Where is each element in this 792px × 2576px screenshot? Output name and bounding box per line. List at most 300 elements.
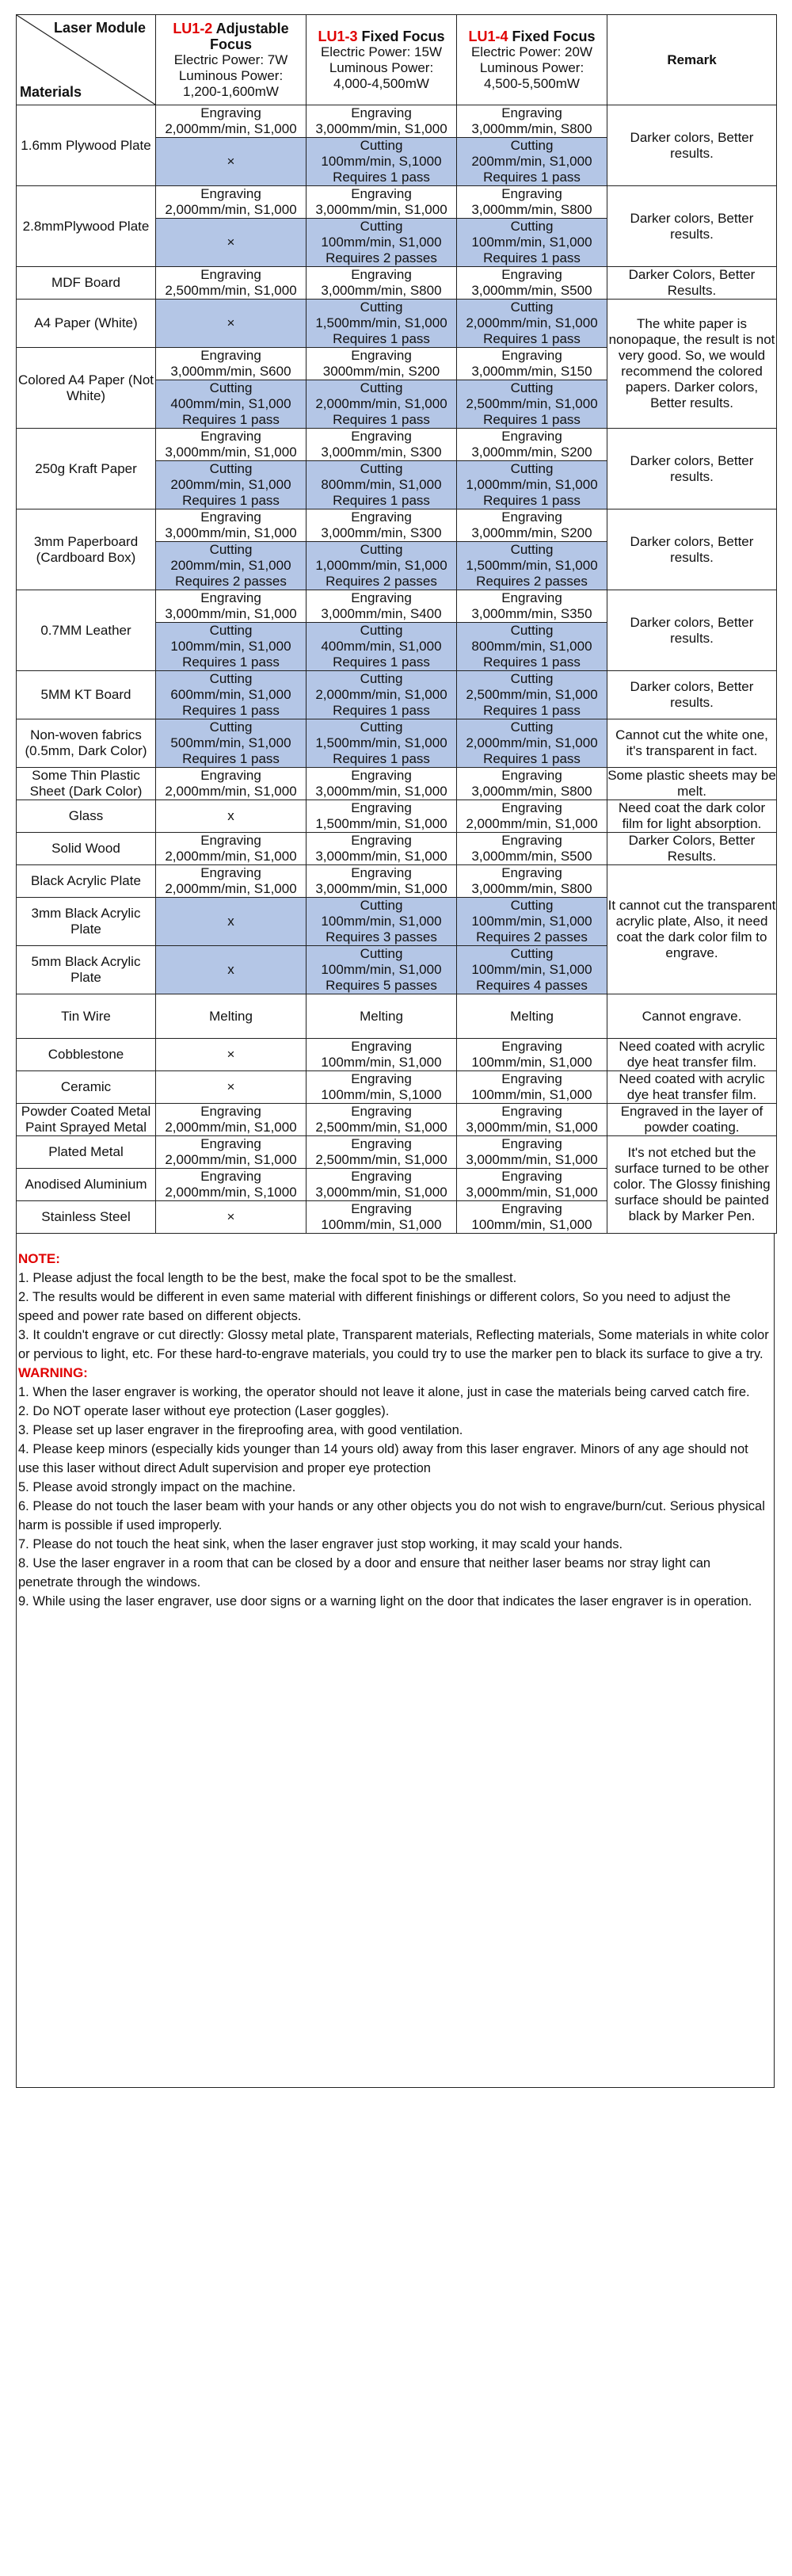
setting-line: Requires 1 pass	[182, 751, 280, 766]
setting-line: Requires 1 pass	[182, 493, 280, 508]
note-item: 3. It couldn't engrave or cut directly: Glossy metal plate, Transparent materials, Reflecting materials, Some materials in white color or pervious to light, etc. For these hard-to-engrave materials, you could try to use the marker pen to black its surface to give a try.	[18, 1328, 769, 1361]
setting-line: 2,000mm/min, S1,000	[315, 396, 447, 411]
setting-line: Engraving	[351, 105, 412, 120]
setting-line: Requires 1 pass	[483, 493, 581, 508]
material-row	[17, 768, 777, 800]
cutting-setting-cell	[457, 671, 607, 719]
material-name: 5mm Black Acrylic Plate	[17, 946, 156, 994]
setting-line: 400mm/min, S1,000	[321, 639, 442, 654]
cutting-setting-cell	[457, 542, 607, 590]
engraving-setting-cell	[457, 429, 607, 461]
setting-line: Engraving	[501, 267, 562, 282]
setting-line: ×	[227, 1209, 235, 1224]
setting-line: Requires 1 pass	[182, 654, 280, 670]
warning-item: 7. Please do not touch the heat sink, when the laser engraver just stop working, it may scald your hands.	[18, 1537, 623, 1551]
setting-line: Engraving	[200, 1169, 261, 1184]
engraving-setting-cell	[307, 865, 457, 898]
setting-line: 3,000mm/min, S1,000	[466, 1185, 598, 1200]
setting-line: Engraving	[501, 1039, 562, 1054]
cutting-setting-cell	[307, 138, 457, 186]
cutting-setting-cell	[457, 623, 607, 671]
setting-line: 3,000mm/min, S800	[471, 881, 592, 896]
setting-line: 100mm/min, S1,000	[471, 1217, 592, 1232]
setting-line: 3,000mm/min, S1,000	[165, 445, 297, 460]
setting-line: 100mm/min, S,1000	[321, 154, 442, 169]
remark-cell: Cannot cut the white one, it's transparent in fact.	[607, 719, 777, 768]
setting-line: Requires 1 pass	[333, 493, 430, 508]
engraving-setting-cell	[156, 267, 307, 300]
setting-line: Melting	[209, 1008, 253, 1024]
material-name: Plated Metal	[17, 1136, 156, 1169]
table-header-row	[17, 15, 777, 105]
engraving-setting-cell	[457, 590, 607, 623]
module-header-lu1-3	[307, 15, 457, 105]
remark-cell: Darker colors, Better results.	[607, 671, 777, 719]
cutting-setting-cell	[307, 380, 457, 429]
setting-line: Cutting	[209, 671, 253, 686]
setting-line: Engraving	[351, 768, 412, 783]
setting-line: 100mm/min, S1,000	[321, 1055, 442, 1070]
engraving-setting-cell	[307, 1201, 457, 1234]
material-row	[17, 186, 777, 219]
remark-cell: The white paper is nonopaque, the result is not very good. So, we would recommend the colored papers. Darker colors, Better results.	[607, 300, 777, 429]
setting-line: Engraving	[351, 1039, 412, 1054]
material-name: Black Acrylic Plate	[17, 865, 156, 898]
cutting-setting-cell	[457, 946, 607, 994]
warning-item: 4. Please keep minors (especially kids younger than 14 yours old) away from this laser engraver. Minors of any age should not use this laser without direct Adult supervision and proper eye protection	[18, 1442, 748, 1475]
remark-cell: Darker Colors, Better Results.	[607, 833, 777, 865]
setting-line: Requires 1 pass	[483, 654, 581, 670]
material-row	[17, 429, 777, 461]
module-header-lu1-2	[156, 15, 307, 105]
setting-line: Engraving	[200, 186, 261, 201]
engraving-setting-cell	[457, 768, 607, 800]
setting-line: 3,000mm/min, S1,000	[315, 881, 447, 896]
module-luminous-label: Luminous Power:	[329, 59, 434, 75]
setting-line: 100mm/min, S1,000	[321, 1217, 442, 1232]
setting-line: Engraving	[200, 1136, 261, 1151]
cutting-setting-cell	[457, 138, 607, 186]
setting-line: Engraving	[351, 429, 412, 444]
setting-line: Requires 1 pass	[333, 412, 430, 427]
setting-line: Engraving	[200, 429, 261, 444]
setting-line: 1,000mm/min, S1,000	[466, 477, 598, 492]
setting-line: 100mm/min, S1,000	[471, 235, 592, 250]
setting-line: Engraving	[351, 1169, 412, 1184]
setting-line: Engraving	[501, 865, 562, 880]
setting-line: 3,000mm/min, S500	[471, 849, 592, 864]
cutting-setting-cell	[457, 300, 607, 348]
engraving-setting-cell	[457, 1104, 607, 1136]
setting-line: 3,000mm/min, S300	[321, 445, 442, 460]
setting-line: 1,500mm/min, S1,000	[315, 816, 447, 831]
setting-line: 3,000mm/min, S1,000	[315, 1185, 447, 1200]
material-name: 3mm Black Acrylic Plate	[17, 898, 156, 946]
setting-line: Melting	[360, 1008, 403, 1024]
remark-cell: Some plastic sheets may be melt.	[607, 768, 776, 799]
setting-line: Engraving	[351, 1071, 412, 1086]
setting-line: 3,000mm/min, S600	[170, 364, 291, 379]
setting-line: ×	[227, 1079, 235, 1094]
material-row	[17, 105, 777, 138]
setting-line: Engraving	[501, 1071, 562, 1086]
engraving-setting-cell	[307, 509, 457, 542]
module-electric-power: Electric Power: 7W	[173, 52, 288, 67]
cutting-setting-cell	[307, 623, 457, 671]
warning-heading: WARNING:	[18, 1365, 88, 1380]
engraving-setting-cell	[307, 1071, 457, 1104]
setting-line: 1,500mm/min, S1,000	[315, 315, 447, 330]
remark-cell: It cannot cut the transparent acrylic plate, Also, it need coat the dark color film to engrave.	[607, 865, 777, 994]
setting-line: 3,000mm/min, S1,000	[165, 606, 297, 621]
engraving-setting-cell	[156, 865, 307, 898]
notes-section	[16, 1234, 775, 2088]
cutting-setting-cell	[156, 138, 307, 186]
module-code: LU1-4	[468, 28, 508, 44]
setting-line: 3,000mm/min, S800	[471, 784, 592, 799]
setting-line: Melting	[510, 1008, 554, 1024]
setting-line: Engraving	[501, 800, 562, 815]
remark-cell: Need coated with acrylic dye heat transfer film.	[607, 1071, 777, 1104]
setting-line: Requires 1 pass	[333, 751, 430, 766]
setting-line: Engraving	[351, 1104, 412, 1119]
material-settings-table	[16, 14, 777, 1234]
setting-line: Engraving	[501, 590, 562, 605]
setting-line: Cutting	[510, 219, 554, 234]
cutting-setting-cell	[156, 461, 307, 509]
setting-line: x	[227, 808, 234, 823]
setting-line: 3000mm/min, S200	[322, 364, 440, 379]
setting-line: Cutting	[510, 380, 554, 395]
engraving-setting-cell	[457, 105, 607, 138]
setting-line: 3,000mm/min, S1,000	[315, 121, 447, 136]
setting-line: 1,000mm/min, S1,000	[315, 558, 447, 573]
note-item: 2. The results would be different in even same material with different finishings or different colors, So you need to adjust the speed and power rate based on different objects.	[18, 1290, 731, 1323]
setting-line: x	[227, 962, 234, 977]
setting-line: 3,000mm/min, S1,000	[165, 525, 297, 540]
remark-cell: Darker colors, Better results.	[607, 105, 777, 186]
material-name: 1.6mm Plywood Plate	[17, 105, 156, 186]
setting-line: Requires 5 passes	[326, 978, 437, 993]
material-name: Colored A4 Paper (Not White)	[17, 348, 156, 429]
setting-line: Engraving	[501, 429, 562, 444]
setting-line: 3,000mm/min, S1,000	[315, 849, 447, 864]
module-focus-type: Adjustable Focus	[209, 20, 289, 52]
setting-line: 2,000mm/min, S1,000	[165, 121, 297, 136]
engraving-setting-cell	[307, 429, 457, 461]
setting-line: 200mm/min, S1,000	[471, 154, 592, 169]
setting-line: 200mm/min, S1,000	[170, 558, 291, 573]
setting-line: Requires 1 pass	[483, 751, 581, 766]
setting-line: Cutting	[360, 946, 403, 961]
setting-line: Engraving	[200, 590, 261, 605]
material-row	[17, 590, 777, 623]
cutting-setting-cell	[307, 671, 457, 719]
engraving-setting-cell	[307, 833, 457, 865]
engraving-setting-cell	[457, 186, 607, 219]
setting-line: 3,000mm/min, S800	[471, 202, 592, 217]
setting-line: Cutting	[360, 898, 403, 913]
setting-line: 2,500mm/min, S1,000	[315, 1120, 447, 1135]
setting-line: Cutting	[360, 461, 403, 476]
setting-line: 2,500mm/min, S1,000	[315, 1152, 447, 1167]
warning-item: 5. Please avoid strongly impact on the machine.	[18, 1480, 296, 1494]
setting-line: Engraving	[200, 1104, 261, 1119]
setting-line: 2,000mm/min, S1,000	[315, 687, 447, 702]
material-row	[17, 300, 777, 348]
warning-item: 1. When the laser engraver is working, the operator should not leave it alone, just in case the materials being carved catch fire.	[18, 1385, 750, 1399]
setting-line: 2,500mm/min, S1,000	[165, 283, 297, 298]
engraving-setting-cell	[156, 348, 307, 380]
setting-line: 3,000mm/min, S1,000	[466, 1120, 598, 1135]
setting-line: 100mm/min, S,1000	[321, 1087, 442, 1102]
setting-line: Requires 1 pass	[333, 170, 430, 185]
engraving-setting-cell	[156, 1136, 307, 1169]
setting-line: Cutting	[510, 898, 554, 913]
material-row	[17, 800, 777, 833]
material-name: Some Thin Plastic Sheet (Dark Color)	[17, 768, 156, 800]
remark-cell: Need coated with acrylic dye heat transfer film.	[607, 1039, 777, 1071]
engraving-setting-cell	[457, 994, 607, 1039]
setting-line: Cutting	[510, 461, 554, 476]
material-row	[17, 671, 777, 719]
engraving-setting-cell	[307, 105, 457, 138]
setting-line: 2,000mm/min, S1,000	[165, 1120, 297, 1135]
setting-line: 2,000mm/min, S1,000	[165, 849, 297, 864]
material-row	[17, 994, 777, 1039]
setting-line: Engraving	[501, 1201, 562, 1216]
setting-line: ×	[227, 1047, 235, 1062]
setting-line: 3,000mm/min, S200	[471, 525, 592, 540]
setting-line: Engraving	[351, 1136, 412, 1151]
setting-line: 3,000mm/min, S1,000	[315, 784, 447, 799]
setting-line: Requires 3 passes	[326, 929, 437, 945]
setting-line: 3,000mm/min, S300	[321, 525, 442, 540]
engraving-setting-cell	[156, 833, 307, 865]
engraving-setting-cell	[307, 1039, 457, 1071]
setting-line: 100mm/min, S1,000	[170, 639, 291, 654]
cutting-setting-cell	[307, 300, 457, 348]
cutting-setting-cell	[307, 719, 457, 768]
setting-line: 1,500mm/min, S1,000	[466, 558, 598, 573]
remark-cell: Darker colors, Better results.	[607, 509, 777, 590]
material-row	[17, 719, 777, 768]
engraving-setting-cell	[307, 768, 457, 800]
engraving-setting-cell	[457, 1169, 607, 1201]
engraving-setting-cell	[156, 186, 307, 219]
setting-line: Requires 1 pass	[483, 170, 581, 185]
setting-line: Cutting	[209, 542, 253, 557]
material-name: Ceramic	[17, 1071, 156, 1104]
material-row	[17, 865, 777, 898]
setting-line: 3,000mm/min, S1,000	[315, 202, 447, 217]
setting-line: 3,000mm/min, S1,000	[466, 1152, 598, 1167]
material-name: 250g Kraft Paper	[17, 429, 156, 509]
setting-line: 3,000mm/min, S150	[471, 364, 592, 379]
setting-line: Cutting	[209, 380, 253, 395]
setting-line: Engraving	[200, 105, 261, 120]
note-heading: NOTE:	[18, 1251, 60, 1266]
setting-line: Engraving	[351, 833, 412, 848]
setting-line: Cutting	[360, 719, 403, 735]
engraving-setting-cell	[307, 267, 457, 300]
material-row	[17, 1039, 777, 1071]
material-row	[17, 1071, 777, 1104]
setting-line: Engraving	[501, 1136, 562, 1151]
engraving-setting-cell	[156, 1201, 307, 1234]
remark-cell: Darker colors, Better results.	[607, 186, 777, 267]
engraving-setting-cell	[156, 768, 307, 800]
remark-cell: Darker colors, Better results.	[607, 590, 777, 671]
material-row	[17, 1136, 777, 1169]
material-name: 2.8mmPlywood Plate	[17, 186, 156, 267]
cutting-setting-cell	[457, 461, 607, 509]
warning-item: 9. While using the laser engraver, use door signs or a warning light on the door that indicates the laser engraver is in operation.	[18, 1594, 752, 1609]
cutting-setting-cell	[156, 623, 307, 671]
cutting-setting-cell	[457, 380, 607, 429]
setting-line: Engraving	[200, 768, 261, 783]
setting-line: Requires 2 passes	[175, 574, 287, 589]
module-luminous-label: Luminous Power:	[479, 59, 584, 75]
cutting-setting-cell	[307, 542, 457, 590]
engraving-setting-cell	[156, 1169, 307, 1201]
engraving-setting-cell	[457, 1071, 607, 1104]
setting-line: 100mm/min, S1,000	[471, 1055, 592, 1070]
engraving-setting-cell	[307, 348, 457, 380]
cutting-setting-cell	[156, 671, 307, 719]
setting-line: Engraving	[351, 509, 412, 525]
setting-line: Cutting	[510, 542, 554, 557]
setting-line: Engraving	[501, 186, 562, 201]
engraving-setting-cell	[457, 800, 607, 833]
cutting-setting-cell	[156, 898, 307, 946]
setting-line: Requires 1 pass	[182, 703, 280, 718]
engraving-setting-cell	[307, 1104, 457, 1136]
engraving-setting-cell	[457, 1039, 607, 1071]
note-item: 1. Please adjust the focal length to be the best, make the focal spot to be the smallest.	[18, 1271, 517, 1285]
setting-line: 2,000mm/min, S1,000	[165, 881, 297, 896]
module-focus-type: Fixed Focus	[512, 28, 596, 44]
setting-line: x	[227, 914, 234, 929]
module-luminous-power: 4,500-5,500mW	[484, 75, 580, 91]
setting-line: 800mm/min, S1,000	[321, 477, 442, 492]
cutting-setting-cell	[156, 300, 307, 348]
setting-line: 2,000mm/min, S1,000	[165, 202, 297, 217]
setting-line: Engraving	[501, 833, 562, 848]
material-name: Tin Wire	[17, 994, 156, 1039]
setting-line: Engraving	[501, 768, 562, 783]
setting-line: Requires 1 pass	[483, 250, 581, 265]
setting-line: 600mm/min, S1,000	[170, 687, 291, 702]
setting-line: Cutting	[510, 623, 554, 638]
engraving-setting-cell	[156, 509, 307, 542]
cutting-setting-cell	[307, 898, 457, 946]
setting-line: ×	[227, 235, 235, 250]
setting-line: Cutting	[360, 542, 403, 557]
setting-line: 3,000mm/min, S500	[471, 283, 592, 298]
setting-line: Engraving	[501, 509, 562, 525]
engraving-setting-cell	[307, 1136, 457, 1169]
setting-line: Requires 4 passes	[476, 978, 588, 993]
materials-label: Materials	[20, 84, 82, 100]
setting-line: Requires 1 pass	[483, 412, 581, 427]
cutting-setting-cell	[307, 461, 457, 509]
warning-item: 2. Do NOT operate laser without eye protection (Laser goggles).	[18, 1404, 390, 1418]
setting-line: 100mm/min, S1,000	[321, 235, 442, 250]
setting-line: Cutting	[360, 671, 403, 686]
setting-line: Engraving	[351, 800, 412, 815]
module-focus-type: Fixed Focus	[361, 28, 445, 44]
engraving-setting-cell	[457, 865, 607, 898]
setting-line: ×	[227, 315, 235, 330]
engraving-setting-cell	[156, 800, 307, 833]
setting-line: Cutting	[510, 671, 554, 686]
setting-line: 100mm/min, S1,000	[321, 962, 442, 977]
setting-line: Cutting	[510, 300, 554, 315]
engraving-setting-cell	[457, 1201, 607, 1234]
engraving-setting-cell	[457, 509, 607, 542]
setting-line: 100mm/min, S1,000	[471, 962, 592, 977]
engraving-setting-cell	[156, 429, 307, 461]
engraving-setting-cell	[307, 186, 457, 219]
setting-line: Cutting	[209, 719, 253, 735]
material-name: Anodised Aluminium	[17, 1169, 156, 1201]
module-electric-power: Electric Power: 15W	[320, 44, 443, 59]
setting-line: Cutting	[510, 719, 554, 735]
setting-line: 3,000mm/min, S400	[321, 606, 442, 621]
setting-line: 2,000mm/min, S1,000	[466, 735, 598, 750]
engraving-setting-cell	[307, 800, 457, 833]
setting-line: Engraving	[200, 509, 261, 525]
engraving-setting-cell	[156, 994, 307, 1039]
material-name: MDF Board	[17, 267, 156, 300]
setting-line: 400mm/min, S1,000	[170, 396, 291, 411]
warning-item: 8. Use the laser engraver in a room that can be closed by a door and ensure that neither laser beams nor stray light can penetrate through the windows.	[18, 1556, 711, 1589]
setting-line: 1,500mm/min, S1,000	[315, 735, 447, 750]
laser-material-spec-sheet	[16, 14, 776, 2088]
cutting-setting-cell	[156, 946, 307, 994]
setting-line: Engraving	[501, 105, 562, 120]
engraving-setting-cell	[307, 994, 457, 1039]
cutting-setting-cell	[457, 219, 607, 267]
setting-line: 3,000mm/min, S350	[471, 606, 592, 621]
cutting-setting-cell	[457, 719, 607, 768]
setting-line: Cutting	[209, 461, 253, 476]
setting-line: Requires 1 pass	[182, 412, 280, 427]
remark-cell: Cannot engrave.	[607, 994, 777, 1039]
remark-header: Remark	[607, 15, 777, 105]
module-electric-power: Electric Power: 20W	[470, 44, 593, 59]
cutting-setting-cell	[307, 219, 457, 267]
remark-cell: It's not etched but the surface turned to be other color. The Glossy finishing surface should be painted black by Marker Pen.	[607, 1136, 777, 1234]
setting-line: 2,000mm/min, S1,000	[466, 315, 598, 330]
setting-line: Engraving	[351, 186, 412, 201]
setting-line: Requires 2 passes	[326, 574, 437, 589]
cutting-setting-cell	[307, 946, 457, 994]
setting-line: Engraving	[351, 267, 412, 282]
material-name: Solid Wood	[17, 833, 156, 865]
engraving-setting-cell	[307, 590, 457, 623]
setting-line: 100mm/min, S1,000	[321, 914, 442, 929]
module-code: LU1-2	[173, 20, 213, 36]
setting-line: Engraving	[501, 1169, 562, 1184]
setting-line: Cutting	[360, 219, 403, 234]
material-row	[17, 267, 777, 300]
material-row	[17, 833, 777, 865]
material-name: A4 Paper (White)	[17, 300, 156, 348]
material-row	[17, 509, 777, 542]
material-rows	[17, 105, 777, 1234]
